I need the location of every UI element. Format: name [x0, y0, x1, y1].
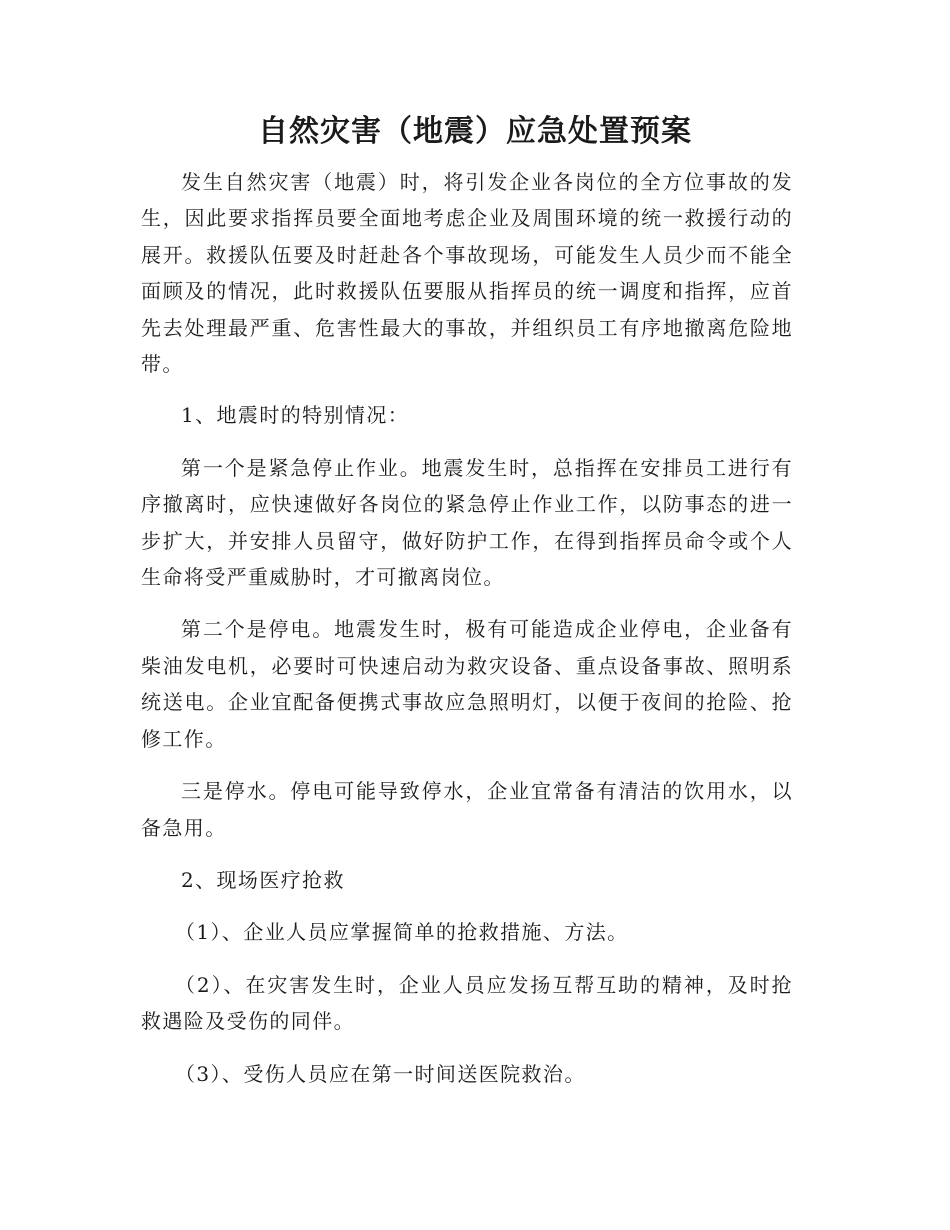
section-heading-special-situations: 1、地震时的特别情况： — [181, 403, 410, 428]
section-heading-medical-rescue: 2、现场医疗抢救 — [181, 867, 345, 892]
paragraph-emergency-stop: 第一个是紧急停止作业。地震发生时，总指挥在安排员工进行有序撤离时，应快速做好各岗位的紧急停止作业工作，以防事态的进一步扩大，并安排人员留守，做好防护工作，在得到指挥员命令或个人生命将受严重威胁时，才可撤离岗位。 — [141, 455, 793, 590]
document-body — [141, 164, 793, 1108]
paragraph-power-outage: 第二个是停电。地震发生时，极有可能造成企业停电，企业备有柴油发电机，必要时可快速启动为救灾设备、重点设备事故、照明系统送电。企业宜配备便携式事故应急照明灯，以便于夜间的抢险、抢修工作。 — [141, 617, 793, 751]
list-item-1: （1）、企业人员应掌握简单的抢救措施、方法。 — [175, 920, 629, 945]
list-item-2: （2）、在灾害发生时，企业人员应发扬互帮互助的精神，及时抢救遇险及受伤的同伴。 — [141, 972, 793, 1034]
paragraph-water-outage: 三是停水。停电可能导致停水，企业宜常备有清洁的饮用水，以备急用。 — [141, 779, 793, 840]
document-title: 自然灾害（地震）应急处置预案 — [258, 114, 692, 149]
paragraph-intro: 发生自然灾害（地震）时，将引发企业各岗位的全方位事故的发生，因此要求指挥员要全面地考虑企业及周围环境的统一救援行动的展开。救援队伍要及时赶赴各个事故现场，可能发生人员少而不能全面顾及的情况，此时救援队伍要服从指挥员的统一调度和指挥，应首先去处理最严重、危害性最大的事故，并组织员工有序地撤离危险地带。 — [141, 170, 793, 377]
list-item-3: （3）、受伤人员应在第一时间送医院救治。 — [175, 1061, 586, 1086]
